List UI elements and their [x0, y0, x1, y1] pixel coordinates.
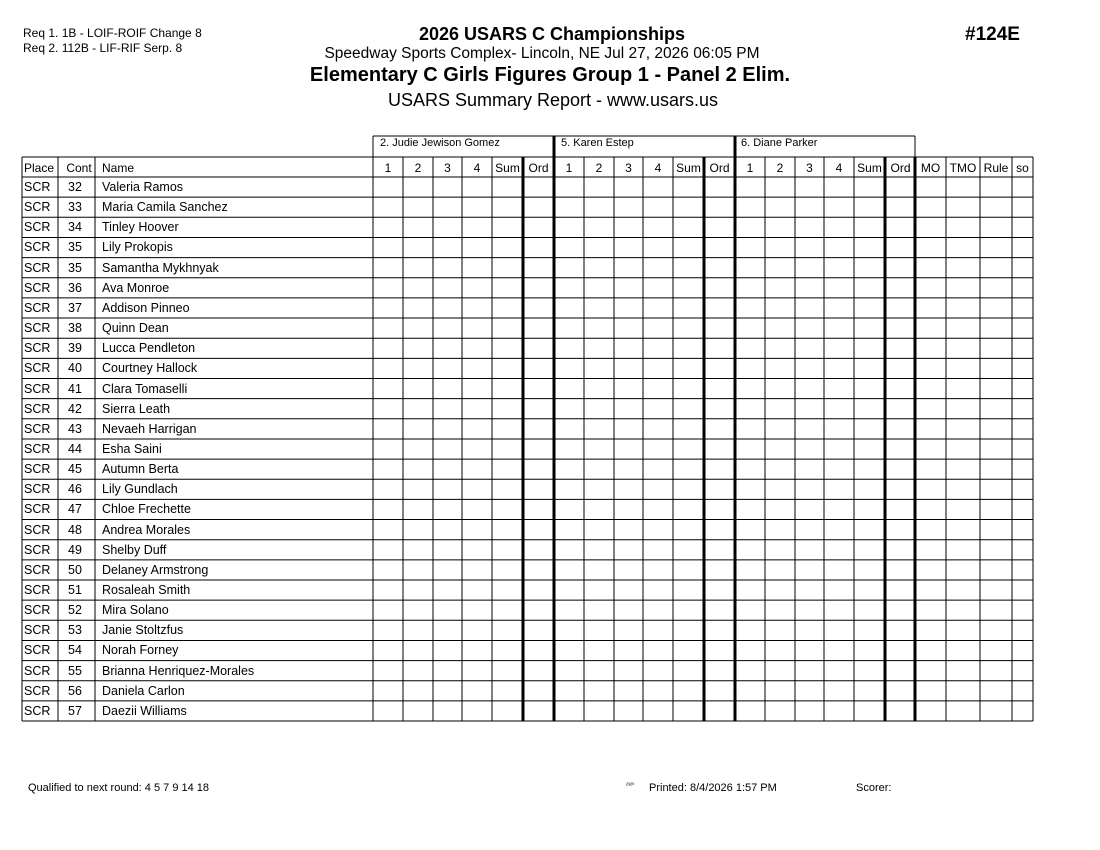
contestant-number: 35 [68, 260, 82, 275]
judge-2-col-sum: Sum [676, 161, 701, 175]
skater-name: Lily Prokopis [102, 240, 173, 255]
contestant-number: 33 [68, 200, 82, 215]
column-header-so: so [1016, 161, 1029, 175]
skater-name: Shelby Duff [102, 542, 167, 557]
judge-2-col-2: 2 [595, 161, 603, 175]
place-cell: SCR [24, 583, 51, 597]
place-cell: SCR [24, 381, 51, 396]
requirement-1: Req 1. 1B - LOIF-ROIF Change 8 [23, 26, 202, 40]
contestant-number: 32 [68, 180, 82, 194]
judge-1-col-1: 1 [384, 161, 392, 175]
place-cell: SCR [24, 280, 51, 295]
contestant-number: 54 [68, 643, 82, 658]
contestant-number: 36 [68, 280, 82, 295]
contestant-number: 55 [68, 663, 82, 678]
judge-2-col-3: 3 [625, 161, 632, 175]
skater-name: Mira Solano [102, 603, 169, 618]
judge-header-1: 2. Judie Jewison Gomez [380, 137, 500, 149]
contestant-number: 37 [68, 300, 82, 315]
judge-3-col-sum: Sum [857, 161, 882, 175]
column-header-tmo: TMO [949, 161, 977, 175]
skater-name: Delaney Armstrong [102, 562, 209, 577]
contestant-number: 48 [68, 522, 82, 537]
place-cell: SCR [24, 220, 51, 235]
place-cell: SCR [24, 441, 51, 456]
contestant-number: 52 [68, 603, 82, 618]
contestant-number: 49 [68, 542, 82, 557]
judge-1-col-3: 3 [444, 161, 451, 175]
place-cell: SCR [24, 240, 51, 255]
contestant-number: 35 [68, 240, 82, 255]
contestant-number: 57 [68, 703, 82, 718]
place-cell: SCR [24, 361, 51, 376]
skater-name: Norah Forney [102, 643, 179, 658]
skater-name: Lucca Pendleton [102, 341, 196, 356]
skater-name: Autumn Berta [102, 462, 179, 477]
skater-name: Tinley Hoover [102, 220, 179, 235]
competition-title: 2026 USARS C Championships [418, 24, 686, 44]
contestant-number: 42 [68, 401, 82, 416]
contestant-number: 34 [68, 220, 82, 235]
skater-name: Esha Saini [102, 441, 162, 456]
place-cell: SCR [24, 260, 51, 275]
place-cell: SCR [24, 703, 51, 718]
skater-name: Ava Monroe [102, 280, 170, 295]
skater-name: Addison Pinneo [102, 300, 190, 315]
judge-3-col-1: 1 [746, 161, 754, 175]
contestant-number: 39 [68, 341, 82, 356]
place-cell: SCR [24, 623, 51, 638]
place-cell: SCR [24, 522, 51, 537]
judge-1-col-4: 4 [473, 161, 481, 175]
judge-3-col-3: 3 [806, 161, 813, 175]
contestant-number: 51 [68, 583, 82, 597]
judge-3-col-2: 2 [776, 161, 784, 175]
skater-name: Valeria Ramos [102, 180, 184, 194]
judge-2-col-1: 1 [565, 161, 573, 175]
requirement-2: Req 2. 112B - LIF-RIF Serp. 8 [23, 41, 183, 55]
contestant-number: 53 [68, 623, 82, 638]
skater-name: Brianna Henriquez-Morales [102, 663, 255, 678]
judge-1-col-2: 2 [414, 161, 422, 175]
skater-name: Andrea Morales [102, 522, 191, 537]
place-cell: SCR [24, 401, 51, 416]
place-cell: SCR [24, 482, 51, 497]
report-title: USARS Summary Report - www.usars.us [387, 90, 719, 110]
contestant-number: 46 [68, 482, 82, 497]
contestant-number: 56 [68, 683, 82, 698]
skater-name: Rosaleah Smith [102, 583, 191, 597]
print-code: ²³²⁰ [626, 783, 635, 789]
contestant-number: 40 [68, 361, 82, 376]
judge-3-col-4: 4 [835, 161, 843, 175]
place-cell: SCR [24, 341, 51, 356]
skater-name: Nevaeh Harrigan [102, 421, 197, 436]
column-header-rule: Rule [983, 161, 1009, 175]
column-header-cont: Cont [66, 161, 92, 175]
contestant-number: 47 [68, 502, 82, 517]
contestant-number: 44 [68, 441, 82, 456]
skater-name: Courtney Hallock [102, 361, 198, 376]
skater-name: Daniela Carlon [102, 683, 185, 698]
skater-name: Sierra Leath [102, 401, 171, 416]
qualified-list: Qualified to next round: 4 5 7 9 14 18 [28, 782, 210, 794]
judge-3-col-ord: Ord [890, 161, 911, 175]
skater-name: Samantha Mykhnyak [102, 260, 219, 275]
place-cell: SCR [24, 603, 51, 618]
printed-timestamp: Printed: 8/4/2026 1:57 PM [649, 782, 777, 794]
place-cell: SCR [24, 663, 51, 678]
venue-datetime: Speedway Sports Complex- Lincoln, NE Jul 27, 2026 06:05 PM [324, 45, 760, 62]
contestant-number: 41 [68, 381, 82, 396]
skater-name: Janie Stoltzfus [102, 623, 184, 638]
event-title: Elementary C Girls Figures Group 1 - Panel 2 Elim. [309, 64, 791, 86]
contestant-number: 38 [68, 321, 82, 336]
skater-name: Chloe Frechette [102, 502, 191, 517]
scorer-label: Scorer: [856, 782, 892, 794]
skater-name: Daezii Williams [102, 703, 187, 718]
place-cell: SCR [24, 180, 51, 194]
place-cell: SCR [24, 502, 51, 517]
place-cell: SCR [24, 643, 51, 658]
place-cell: SCR [24, 683, 51, 698]
place-cell: SCR [24, 421, 51, 436]
place-cell: SCR [24, 462, 51, 477]
place-cell: SCR [24, 542, 51, 557]
judge-2-col-4: 4 [654, 161, 662, 175]
contestant-number: 50 [68, 562, 82, 577]
judge-header-2: 5. Karen Estep [561, 137, 634, 149]
judge-1-col-ord: Ord [528, 161, 549, 175]
judge-1-col-sum: Sum [495, 161, 520, 175]
place-cell: SCR [24, 300, 51, 315]
place-cell: SCR [24, 321, 51, 336]
place-cell: SCR [24, 562, 51, 577]
event-number: #124E [965, 24, 1020, 45]
place-cell: SCR [24, 200, 51, 215]
column-header-place: Place [24, 161, 55, 175]
skater-name: Quinn Dean [102, 321, 169, 336]
column-header-name: Name [102, 161, 135, 175]
skater-name: Lily Gundlach [102, 482, 178, 497]
judge-header-3: 6. Diane Parker [741, 137, 818, 149]
column-header-mo: MO [920, 161, 941, 175]
skater-name: Maria Camila Sanchez [102, 200, 228, 215]
contestant-number: 43 [68, 421, 82, 436]
contestant-number: 45 [68, 462, 82, 477]
skater-name: Clara Tomaselli [102, 381, 188, 396]
judge-2-col-ord: Ord [709, 161, 730, 175]
